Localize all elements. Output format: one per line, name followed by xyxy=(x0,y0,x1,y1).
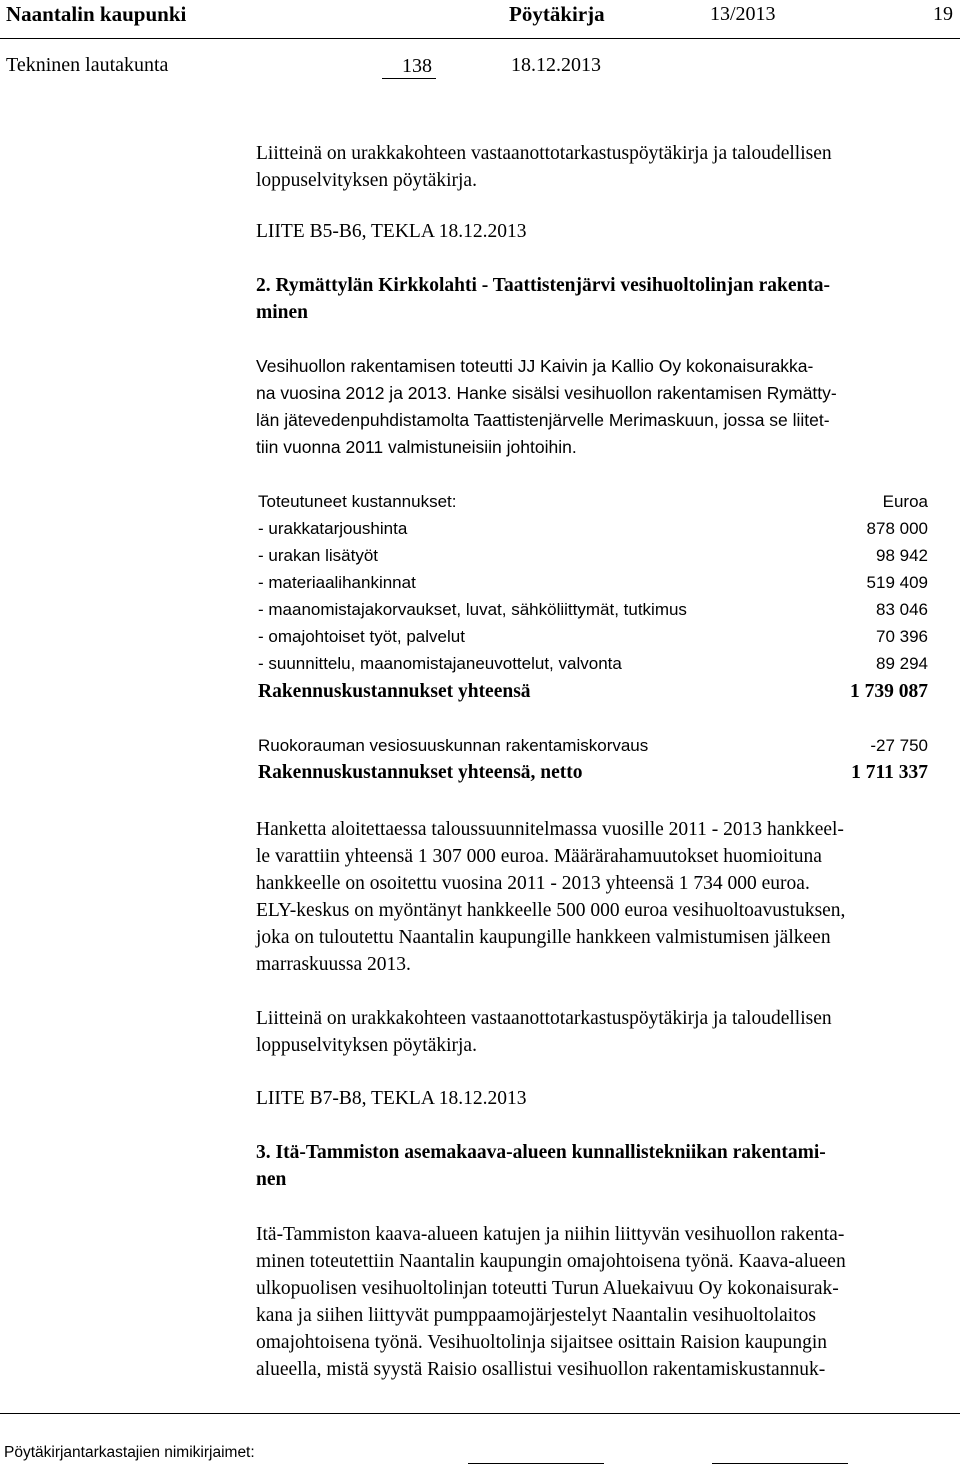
header-page-number: 19 xyxy=(933,3,953,25)
cost-row-label: - omajohtoiset työt, palvelut xyxy=(258,627,465,646)
item3-body-line-4: kana ja siihen liittyvät pumppaamojärjestelyt Naantalin vesihuoltolaitos xyxy=(256,1305,816,1326)
section-number-underline: 138 xyxy=(382,54,436,79)
item2-body-line-3: län jätevedenpuhdistamolta Taattistenjärvelle Merimaskuun, jossa se liitet- xyxy=(256,410,830,430)
item3-body-line-2: minen toteutettiin Naantalin kaupungin omajohtoisena työnä. Kaava-alueen xyxy=(256,1251,846,1272)
item3-body-line-6: alueella, mistä syystä Raisio osallistui vesihuollon rakentamiskustannuk- xyxy=(256,1359,826,1380)
item3-body-line-5: omajohtoisena työnä. Vesihuoltolinja sijaitsee osittain Raision kaupungin xyxy=(256,1332,828,1353)
item2-body-line-2: na vuosina 2012 ja 2013. Hanke sisälsi vesihuollon rakentamisen Rymätty- xyxy=(256,383,837,403)
header-rule xyxy=(0,38,960,39)
item3-body-line-3: ulkopuolisen vesihuoltolinjan toteutti Turun Aluekaivuu Oy kokonaisurak- xyxy=(256,1278,839,1299)
cost-net-label: Rakennuskustannukset yhteensä, netto xyxy=(258,762,583,783)
cost-row-label: - urakan lisätyöt xyxy=(258,546,378,565)
cost-row-value: 89 294 xyxy=(876,654,928,673)
header-section-number xyxy=(382,54,436,79)
cost-row-value: 83 046 xyxy=(876,600,928,619)
cost-row-label: - materiaalihankinnat xyxy=(258,573,416,592)
block1-line-2: loppuselvityksen pöytäkirja. xyxy=(256,170,477,191)
block2-line-6: marraskuussa 2013. xyxy=(256,954,411,975)
header-meeting-date: 18.12.2013 xyxy=(511,54,601,76)
cost-row-value: 519 409 xyxy=(866,573,928,592)
header-committee: Tekninen lautakunta xyxy=(6,54,169,76)
block2-line-4: ELY-keskus on myöntänyt hankkeelle 500 000 euroa vesihuoltoavustuksen, xyxy=(256,900,846,921)
cost-total-value: 1 739 087 xyxy=(850,681,928,702)
cost-row-value: 878 000 xyxy=(866,519,928,538)
cost-header-label: Toteutuneet kustannukset: xyxy=(258,492,457,511)
block2-line-1: Hanketta aloitettaessa taloussuunnitelmassa vuosille 2011 - 2013 hankkeel- xyxy=(256,819,844,840)
item2-title-line-1: 2. Rymättylän Kirkkolahti - Taattistenjärvi vesihuoltolinjan rakenta- xyxy=(256,275,831,296)
cost-net-value: 1 711 337 xyxy=(851,762,928,783)
block3-line-2: loppuselvityksen pöytäkirja. xyxy=(256,1035,477,1056)
item3-title-line-1: 3. Itä-Tammiston asemakaava-alueen kunnallistekniikan rakentami- xyxy=(256,1142,826,1163)
cost-row-label: - urakkatarjoushinta xyxy=(258,519,408,538)
header-doc-type: Pöytäkirja xyxy=(509,2,605,26)
footer-rule xyxy=(0,1413,960,1414)
item3-title-line-2: nen xyxy=(256,1169,287,1190)
block3-line-1: Liitteinä on urakkakohteen vastaanottotarkastuspöytäkirja ja taloudellisen xyxy=(256,1008,832,1029)
cost-compensation-value: -27 750 xyxy=(870,736,928,755)
block2-line-5: joka on tuloutettu Naantalin kaupungille hankkeen valmistumisen jälkeen xyxy=(256,927,831,948)
block2-line-3: hankkeelle on osoitettu vuosina 2011 - 2013 yhteensä 1 734 000 euroa. xyxy=(256,873,810,894)
signature-line-1 xyxy=(468,1463,604,1464)
signature-line-2 xyxy=(712,1463,848,1464)
block2-line-2: le varattiin yhteensä 1 307 000 euroa. Määrärahamuutokset huomioituna xyxy=(256,846,822,867)
item3-body-line-1: Itä-Tammiston kaava-alueen katujen ja niihin liittyvän vesihuollon rakenta- xyxy=(256,1224,845,1245)
header-doc-number: 13/2013 xyxy=(710,3,776,25)
block1-line-1: Liitteinä on urakkakohteen vastaanottotarkastuspöytäkirja ja taloudellisen xyxy=(256,143,832,164)
cost-row-label: - suunnittelu, maanomistajaneuvottelut, valvonta xyxy=(258,654,622,673)
cost-row-value: 70 396 xyxy=(876,627,928,646)
cost-row-value: 98 942 xyxy=(876,546,928,565)
item2-title-line-2: minen xyxy=(256,302,309,323)
item2-body-line-4: tiin vuonna 2011 valmistuneisiin johtoihin. xyxy=(256,437,577,457)
item2-body-line-1: Vesihuollon rakentamisen toteutti JJ Kaivin ja Kallio Oy kokonaisurakka- xyxy=(256,356,814,376)
block3-appendix: LIITE B7-B8, TEKLA 18.12.2013 xyxy=(256,1088,527,1109)
footer-signature-label: Pöytäkirjantarkastajien nimikirjaimet: xyxy=(4,1444,255,1461)
cost-header-unit: Euroa xyxy=(882,492,928,511)
block1-appendix: LIITE B5-B6, TEKLA 18.12.2013 xyxy=(256,221,527,242)
header-city: Naantalin kaupunki xyxy=(6,2,187,26)
cost-row-label: - maanomistajakorvaukset, luvat, sähköliittymät, tutkimus xyxy=(258,600,687,619)
cost-total-label: Rakennuskustannukset yhteensä xyxy=(258,681,531,702)
cost-compensation-label: Ruokorauman vesiosuuskunnan rakentamiskorvaus xyxy=(258,736,649,755)
